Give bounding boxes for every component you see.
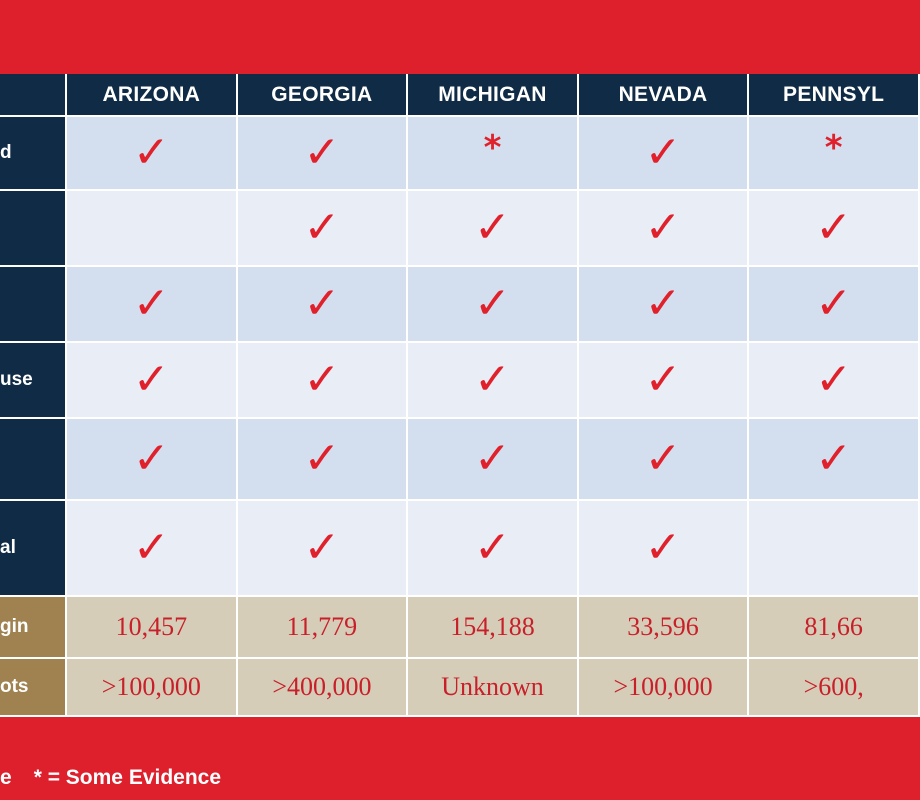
check-mark-icon: ✓ xyxy=(303,522,341,573)
table-row xyxy=(0,190,919,266)
header-row xyxy=(0,74,919,116)
column-header-nevada: NEVADA xyxy=(578,74,749,116)
row-label xyxy=(0,418,66,500)
mark-cell xyxy=(66,500,237,596)
ballots-value: >100,000 xyxy=(578,658,749,716)
mark-cell xyxy=(578,418,749,500)
table-row xyxy=(0,116,919,190)
legend-some-evidence: * = Some Evidence xyxy=(33,766,222,789)
mark-cell xyxy=(407,116,578,190)
check-mark-icon: ✓ xyxy=(644,354,682,405)
mark-cell xyxy=(237,342,408,418)
mark-cell xyxy=(407,418,578,500)
mark-cell xyxy=(237,418,408,500)
table-row xyxy=(0,342,919,418)
check-mark-icon: ✓ xyxy=(644,522,682,573)
check-mark-icon: ✓ xyxy=(644,433,682,484)
check-mark-icon: ✓ xyxy=(132,354,170,405)
check-mark-icon: ✓ xyxy=(474,202,511,253)
row-label: use xyxy=(0,342,66,418)
check-mark-icon: ✓ xyxy=(644,202,682,253)
column-header-georgia: GEORGIA xyxy=(237,74,408,116)
check-mark-icon: ✓ xyxy=(303,278,341,329)
mark-cell xyxy=(237,500,408,596)
asterisk-icon: * xyxy=(483,128,502,168)
mark-cell xyxy=(66,190,237,266)
mark-cell xyxy=(748,418,919,500)
check-mark-icon: ✓ xyxy=(303,354,341,405)
mark-cell xyxy=(407,342,578,418)
row-label xyxy=(0,266,66,342)
check-mark-icon: ✓ xyxy=(474,354,511,405)
legend xyxy=(0,766,221,790)
check-mark-icon: ✓ xyxy=(815,433,853,484)
table-row xyxy=(0,418,919,500)
check-mark-icon: ✓ xyxy=(815,202,853,253)
mark-cell xyxy=(578,266,749,342)
mark-cell xyxy=(237,190,408,266)
row-label: ots xyxy=(0,658,66,716)
mark-cell xyxy=(578,500,749,596)
check-mark-icon: ✓ xyxy=(303,127,341,178)
mark-cell xyxy=(66,266,237,342)
column-header-arizona: ARIZONA xyxy=(66,74,237,116)
row-label xyxy=(0,190,66,266)
check-mark-icon: ✓ xyxy=(474,433,511,484)
column-header-michigan: MICHIGAN xyxy=(407,74,578,116)
check-mark-icon: ✓ xyxy=(303,202,341,253)
ballots-value: >600, xyxy=(748,658,919,716)
evidence-table xyxy=(0,74,920,717)
mark-cell xyxy=(66,418,237,500)
check-mark-icon: ✓ xyxy=(644,278,682,329)
check-mark-icon: ✓ xyxy=(132,278,170,329)
row-label: d xyxy=(0,116,66,190)
check-mark-icon: ✓ xyxy=(132,433,170,484)
ballots-value: Unknown xyxy=(407,658,578,716)
mark-cell xyxy=(237,266,408,342)
mark-cell xyxy=(578,342,749,418)
mark-cell xyxy=(407,500,578,596)
legend-left-text: e xyxy=(0,766,12,789)
table-row xyxy=(0,266,919,342)
mark-cell xyxy=(748,190,919,266)
check-mark-icon: ✓ xyxy=(132,127,170,178)
mark-cell xyxy=(407,190,578,266)
ballots-row xyxy=(0,658,919,716)
mark-cell xyxy=(748,500,919,596)
check-mark-icon: ✓ xyxy=(815,278,853,329)
margin-value: 10,457 xyxy=(66,596,237,658)
corner-cell xyxy=(0,74,66,116)
column-header-pennsylvania: PENNSYL xyxy=(748,74,919,116)
margin-value: 33,596 xyxy=(578,596,749,658)
mark-cell xyxy=(66,116,237,190)
margin-value: 154,188 xyxy=(407,596,578,658)
mark-cell xyxy=(237,116,408,190)
check-mark-icon: ✓ xyxy=(644,127,682,178)
asterisk-icon: * xyxy=(824,128,843,168)
mark-cell xyxy=(578,190,749,266)
mark-cell xyxy=(66,342,237,418)
mark-cell xyxy=(748,266,919,342)
ballots-value: >100,000 xyxy=(66,658,237,716)
margin-row xyxy=(0,596,919,658)
row-label: al xyxy=(0,500,66,596)
check-mark-icon: ✓ xyxy=(132,522,170,573)
mark-cell xyxy=(748,342,919,418)
check-mark-icon: ✓ xyxy=(474,278,511,329)
margin-value: 81,66 xyxy=(748,596,919,658)
mark-cell xyxy=(578,116,749,190)
check-mark-icon: ✓ xyxy=(474,522,511,573)
margin-value: 11,779 xyxy=(237,596,408,658)
row-label: gin xyxy=(0,596,66,658)
mark-cell xyxy=(407,266,578,342)
table-row xyxy=(0,500,919,596)
check-mark-icon: ✓ xyxy=(303,433,341,484)
mark-cell xyxy=(748,116,919,190)
check-mark-icon: ✓ xyxy=(815,354,853,405)
ballots-value: >400,000 xyxy=(237,658,408,716)
